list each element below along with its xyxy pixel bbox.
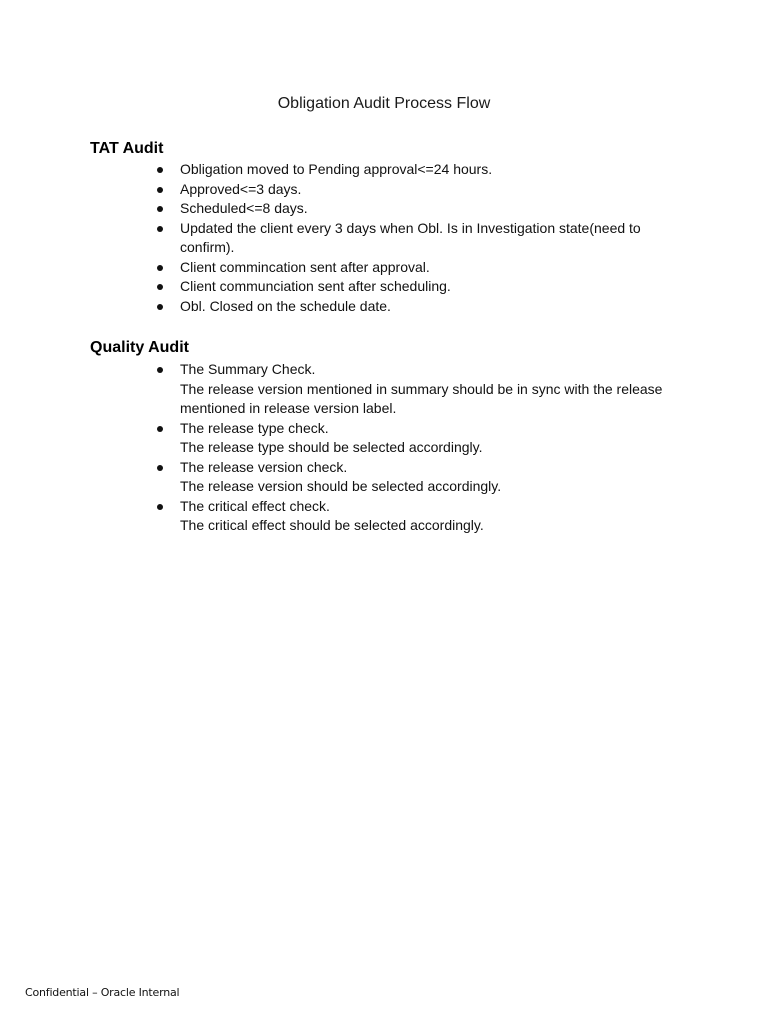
list-item [180, 219, 670, 258]
list-item [180, 419, 670, 458]
list-item-text: Scheduled<=8 days. [180, 200, 308, 216]
list-item-detail: The release version should be selected accordingly. [180, 478, 502, 494]
list-item-label: The Summary Check. [180, 361, 316, 377]
list-item-text: Client commincation sent after approval. [180, 258, 430, 275]
bullet-icon [157, 167, 163, 173]
bullet-icon [157, 206, 163, 212]
bullet-icon [157, 187, 163, 193]
list-item-label: The release version check. [180, 458, 348, 475]
list-item [180, 199, 670, 219]
list-item [180, 497, 670, 536]
list-item [180, 297, 670, 317]
list-item-detail: The release version mentioned in summary should be in sync with the release mentioned in release version label. [180, 380, 663, 416]
list-item [180, 277, 670, 297]
list-item-text: Client communciation sent after scheduling. [180, 278, 451, 294]
list-item-detail: The critical effect should be selected accordingly. [180, 517, 484, 533]
list-item-detail: The release type should be selected accordingly. [180, 439, 483, 455]
bullet-icon [157, 304, 163, 310]
quality-audit-list [180, 360, 670, 536]
list-item-label: The critical effect check. [180, 497, 330, 514]
section-heading-tat-audit: TAT Audit [90, 140, 164, 157]
list-item [180, 258, 670, 278]
section-heading-quality-audit: Quality Audit [90, 339, 189, 356]
bullet-icon [157, 226, 163, 232]
list-item [180, 360, 670, 419]
list-item-text: Obl. Closed on the schedule date. [180, 297, 391, 314]
bullet-icon [157, 465, 163, 471]
footer-confidentiality-notice: Confidential – Oracle Internal [25, 986, 180, 999]
list-item-text: Approved<=3 days. [180, 180, 302, 197]
list-item-text: Obligation moved to Pending approval<=24 hours. [180, 161, 493, 177]
list-item-label: The release type check. [180, 419, 329, 436]
bullet-icon [157, 426, 163, 432]
page-title: Obligation Audit Process Flow [277, 95, 491, 112]
bullet-icon [157, 265, 163, 271]
list-item [180, 180, 670, 200]
bullet-icon [157, 284, 163, 290]
tat-audit-list [180, 160, 670, 316]
list-item [180, 458, 670, 497]
list-item-text: Updated the client every 3 days when Obl. Is in Investigation state(need to confirm). [180, 219, 641, 255]
list-item [180, 160, 670, 180]
bullet-icon [157, 367, 163, 373]
bullet-icon [157, 504, 163, 510]
